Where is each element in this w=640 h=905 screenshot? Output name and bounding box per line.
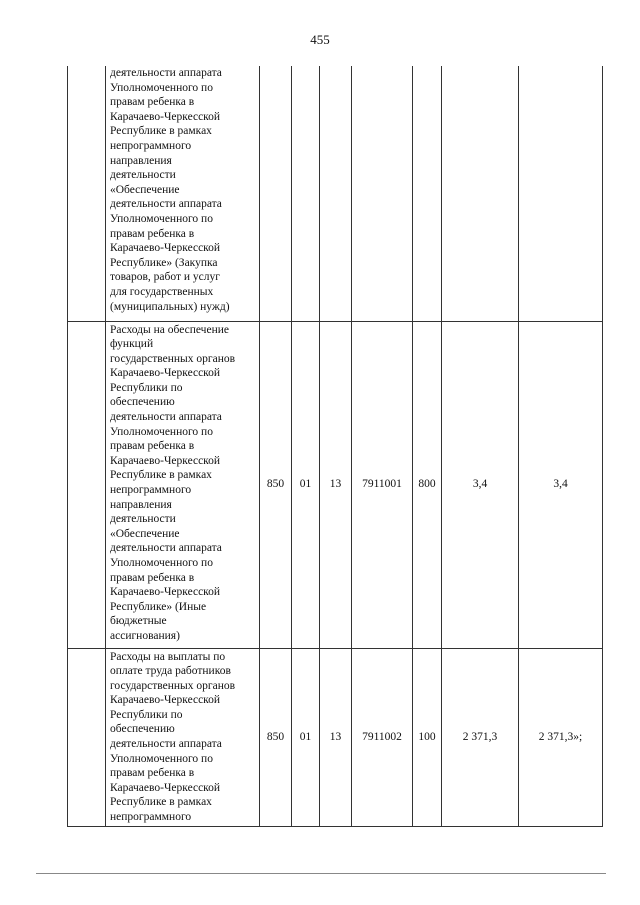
row-number-cell: [68, 648, 106, 826]
page-number: 455: [310, 32, 330, 47]
ministry-code: 850: [260, 321, 292, 648]
row-number-cell: [68, 321, 106, 648]
subsection-code: [320, 66, 352, 321]
expense-description: деятельности аппарата Уполномоченного по правам ребенка в Карачаево-Черкесской Республике в рамках непрограммного направления деятельности «Обеспечение деятельности аппарата Уполномоченного по правам ребенка в Карачаево-Черкесской Республике» (Закупка товаров, работ и услуг для государственных (муниципальных) нужд): [106, 66, 260, 321]
table-row: [68, 321, 603, 648]
row-number-cell: [68, 66, 106, 321]
subsection-code: 13: [320, 648, 352, 826]
expense-description: Расходы на выплаты по оплате труда работников государственных органов Карачаево-Черкесской Республики по обеспечению деятельности аппарата Уполномоченного по правам ребенка в Карачаево-Черкесской Республике в рамках непрограммного: [106, 648, 260, 826]
section-code: 01: [292, 321, 320, 648]
target-article-code: [352, 66, 413, 321]
amount-2: [519, 66, 603, 321]
target-article-code: 7911001: [352, 321, 413, 648]
ministry-code: 850: [260, 648, 292, 826]
section-code: 01: [292, 648, 320, 826]
target-article-code: 7911002: [352, 648, 413, 826]
ministry-code: [260, 66, 292, 321]
budget-table: [67, 66, 603, 827]
table-row: [68, 66, 603, 321]
subsection-code: 13: [320, 321, 352, 648]
expense-type-code: 100: [413, 648, 442, 826]
page-bottom-rule: [36, 873, 606, 874]
amount-1: [442, 66, 519, 321]
amount-2: 2 371,3»;: [519, 648, 603, 826]
amount-1: 3,4: [442, 321, 519, 648]
expense-description: Расходы на обеспечение функций государственных органов Карачаево-Черкесской Республики по обеспечению деятельности аппарата Уполномоченного по правам ребенка в Карачаево-Черкесской Республике в рамках непрограммного направления деятельности «Обеспечение деятельности аппарата Уполномоченного по правам ребенка в Карачаево-Черкесской Республике» (Иные бюджетные ассигнования): [106, 321, 260, 648]
amount-2: 3,4: [519, 321, 603, 648]
section-code: [292, 66, 320, 321]
table-row: [68, 648, 603, 826]
amount-1: 2 371,3: [442, 648, 519, 826]
expense-type-code: 800: [413, 321, 442, 648]
expense-type-code: [413, 66, 442, 321]
